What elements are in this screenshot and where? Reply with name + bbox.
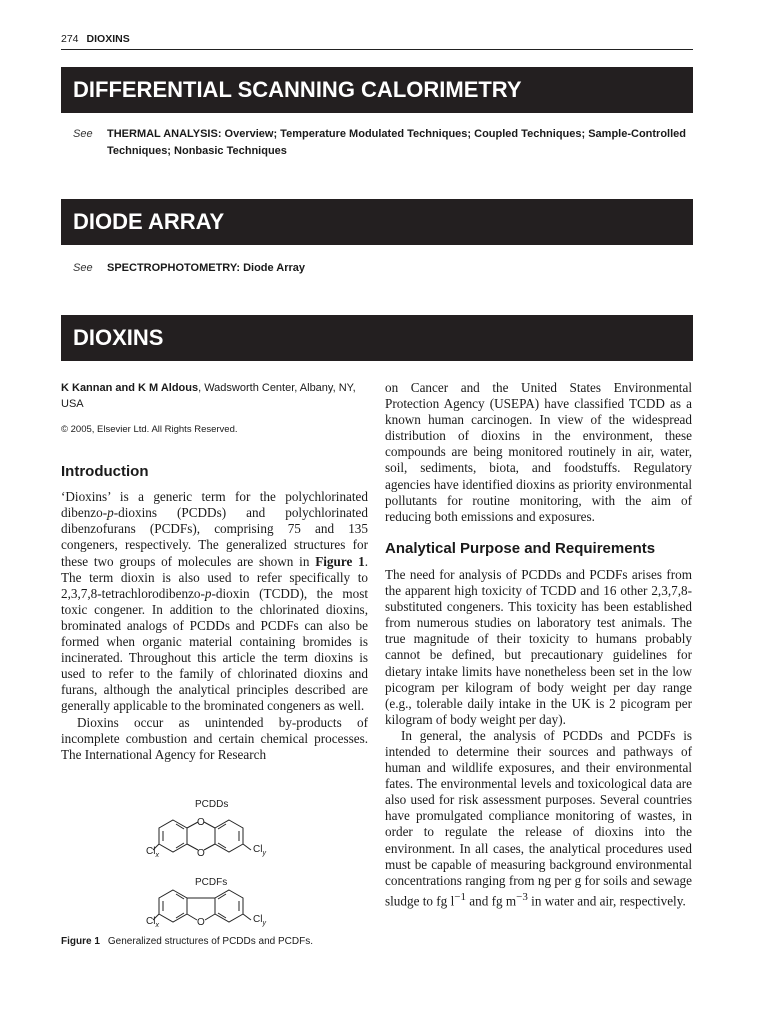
left-column (61, 380, 368, 763)
figure-caption (61, 936, 313, 947)
pcdf-cl-left: $Cl_x$ (146, 916, 159, 929)
pcdd-cl-left: $Cl_x$ (146, 846, 159, 859)
pcdd-cl-right: $Cl_y$ (253, 844, 266, 857)
figure-1 (61, 792, 368, 960)
authors: K Kannan and K M Aldous (61, 382, 199, 394)
pcdfs-label: PCDFs (195, 877, 228, 888)
pcdd-oxygen-top: O (197, 817, 205, 828)
section-title-diode-array: DIODE ARRAY (61, 199, 693, 245)
pcdf-cl-right: $Cl_y$ (253, 914, 266, 927)
author-line (61, 380, 368, 412)
cross-reference-diode-array (73, 260, 693, 277)
section-title-dsc: DIFFERENTIAL SCANNING CALORIMETRY (61, 67, 693, 113)
purpose-paragraph-1: The need for analysis of PCDDs and PCDFs arises from the apparent high toxicity of TCDD and 16 other 2,3,7,8-substituted congeners. This toxicity has been established from numerous studies on laboratory test animals. The true magnitude of their toxicity to humans probably cannot be defined, but precautionary guidelines for dietary intake limits have nonetheless been set in the low picogram per kilogram of body weight per day range (e.g., tolerable daily intake in the UK is 2 picogram per kilogram of body weight per day). (385, 566, 692, 727)
purpose-heading: Analytical Purpose and Requirements (385, 539, 656, 557)
running-title: DIOXINS (86, 33, 130, 45)
cross-reference-dsc (73, 126, 693, 160)
caption-text: Generalized structures of PCDDs and PCDFs. (107, 936, 313, 947)
pcdf-oxygen: O (197, 917, 205, 928)
intro-heading: Introduction (61, 463, 149, 481)
pcdds-label: PCDDs (195, 799, 229, 810)
copyright: © 2005, Elsevier Ltd. All Rights Reserved. (61, 424, 238, 435)
caption-number: Figure 1 (61, 936, 100, 947)
affiliation: , Wadsworth Center, Albany, NY, USA (61, 382, 356, 410)
see-label: See (73, 128, 93, 140)
see-label: See (73, 262, 93, 274)
right-column (385, 380, 692, 909)
figure-reference[interactable]: Figure 1 (315, 553, 365, 569)
intro-paragraph-2-continued: on Cancer and the United States Environmental Protection Agency (USEPA) have classified TCDD as a known human carcinogen. In view of the widespread distribution of dioxins in the environment, these compounds are being monitored routinely in air, water, soil, sediments, biota, and foodstuffs. Regulatory agencies have identified dioxins as priority environmental pollutants for routine monitoring, with the aim of reducing both emissions and exposures. (385, 380, 692, 524)
page-number: 274 (61, 33, 79, 45)
cross-reference-text[interactable]: SPECTROPHOTOMETRY: Diode Array (107, 262, 306, 274)
cross-reference-text[interactable]: THERMAL ANALYSIS: Overview; Temperature Modulated Techniques; Coupled Techniques; Sample-Controlled Techniques; Nonbasic Techniques (107, 128, 686, 157)
intro-paragraph-2: Dioxins occur as unintended by-products of incomplete combustion and certain chemical processes. The International Agency for Research (61, 714, 368, 762)
chemical-structures (61, 792, 368, 932)
purpose-paragraph-2: In general, the analysis of PCDDs and PCDFs is intended to determine their sources and pathways of human and wildlife exposures, and their environmental fates. The environmental levels and toxicological data are also used for risk assessment purposes. Several countries have promulgated compliance monitoring of wastes, in order to regulate the release of dioxins into the environment. In all cases, the analytical procedures used must be capable of measuring background environmental concentrations ranging from ng per g for soils and sewage sludge to fg $l^{-1}$ and fg $m^{-3}$ in water and air, respectively. (385, 727, 692, 909)
intro-paragraph-1: ‘Dioxins’ is a generic term for the polychlorinated dibenzo-p-dioxins (PCDDs) and polychlorinated dibenzofurans (PCDFs), comprising 75 and 135 congeners, respectively. The generalized structures for these two groups of molecules are shown in Figure 1. The term dioxin is also used to refer specifically to 2,3,7,8-tetrachlorodibenzo-p-dioxin (TCDD), the most toxic congener. In addition to the chlorinated dioxins, brominated analogs of PCDDs and PCDFs can also be formed when organic material containing bromides is incinerated. Throughout this article the term dioxins is used to refer to the family of chlorinated dioxins and furans, although the analytical principles described are generally applicable to the brominated congeners as well. (61, 489, 368, 714)
running-head (61, 33, 693, 50)
pcdd-oxygen-bottom: O (197, 848, 205, 859)
section-title-dioxins: DIOXINS (61, 315, 693, 361)
